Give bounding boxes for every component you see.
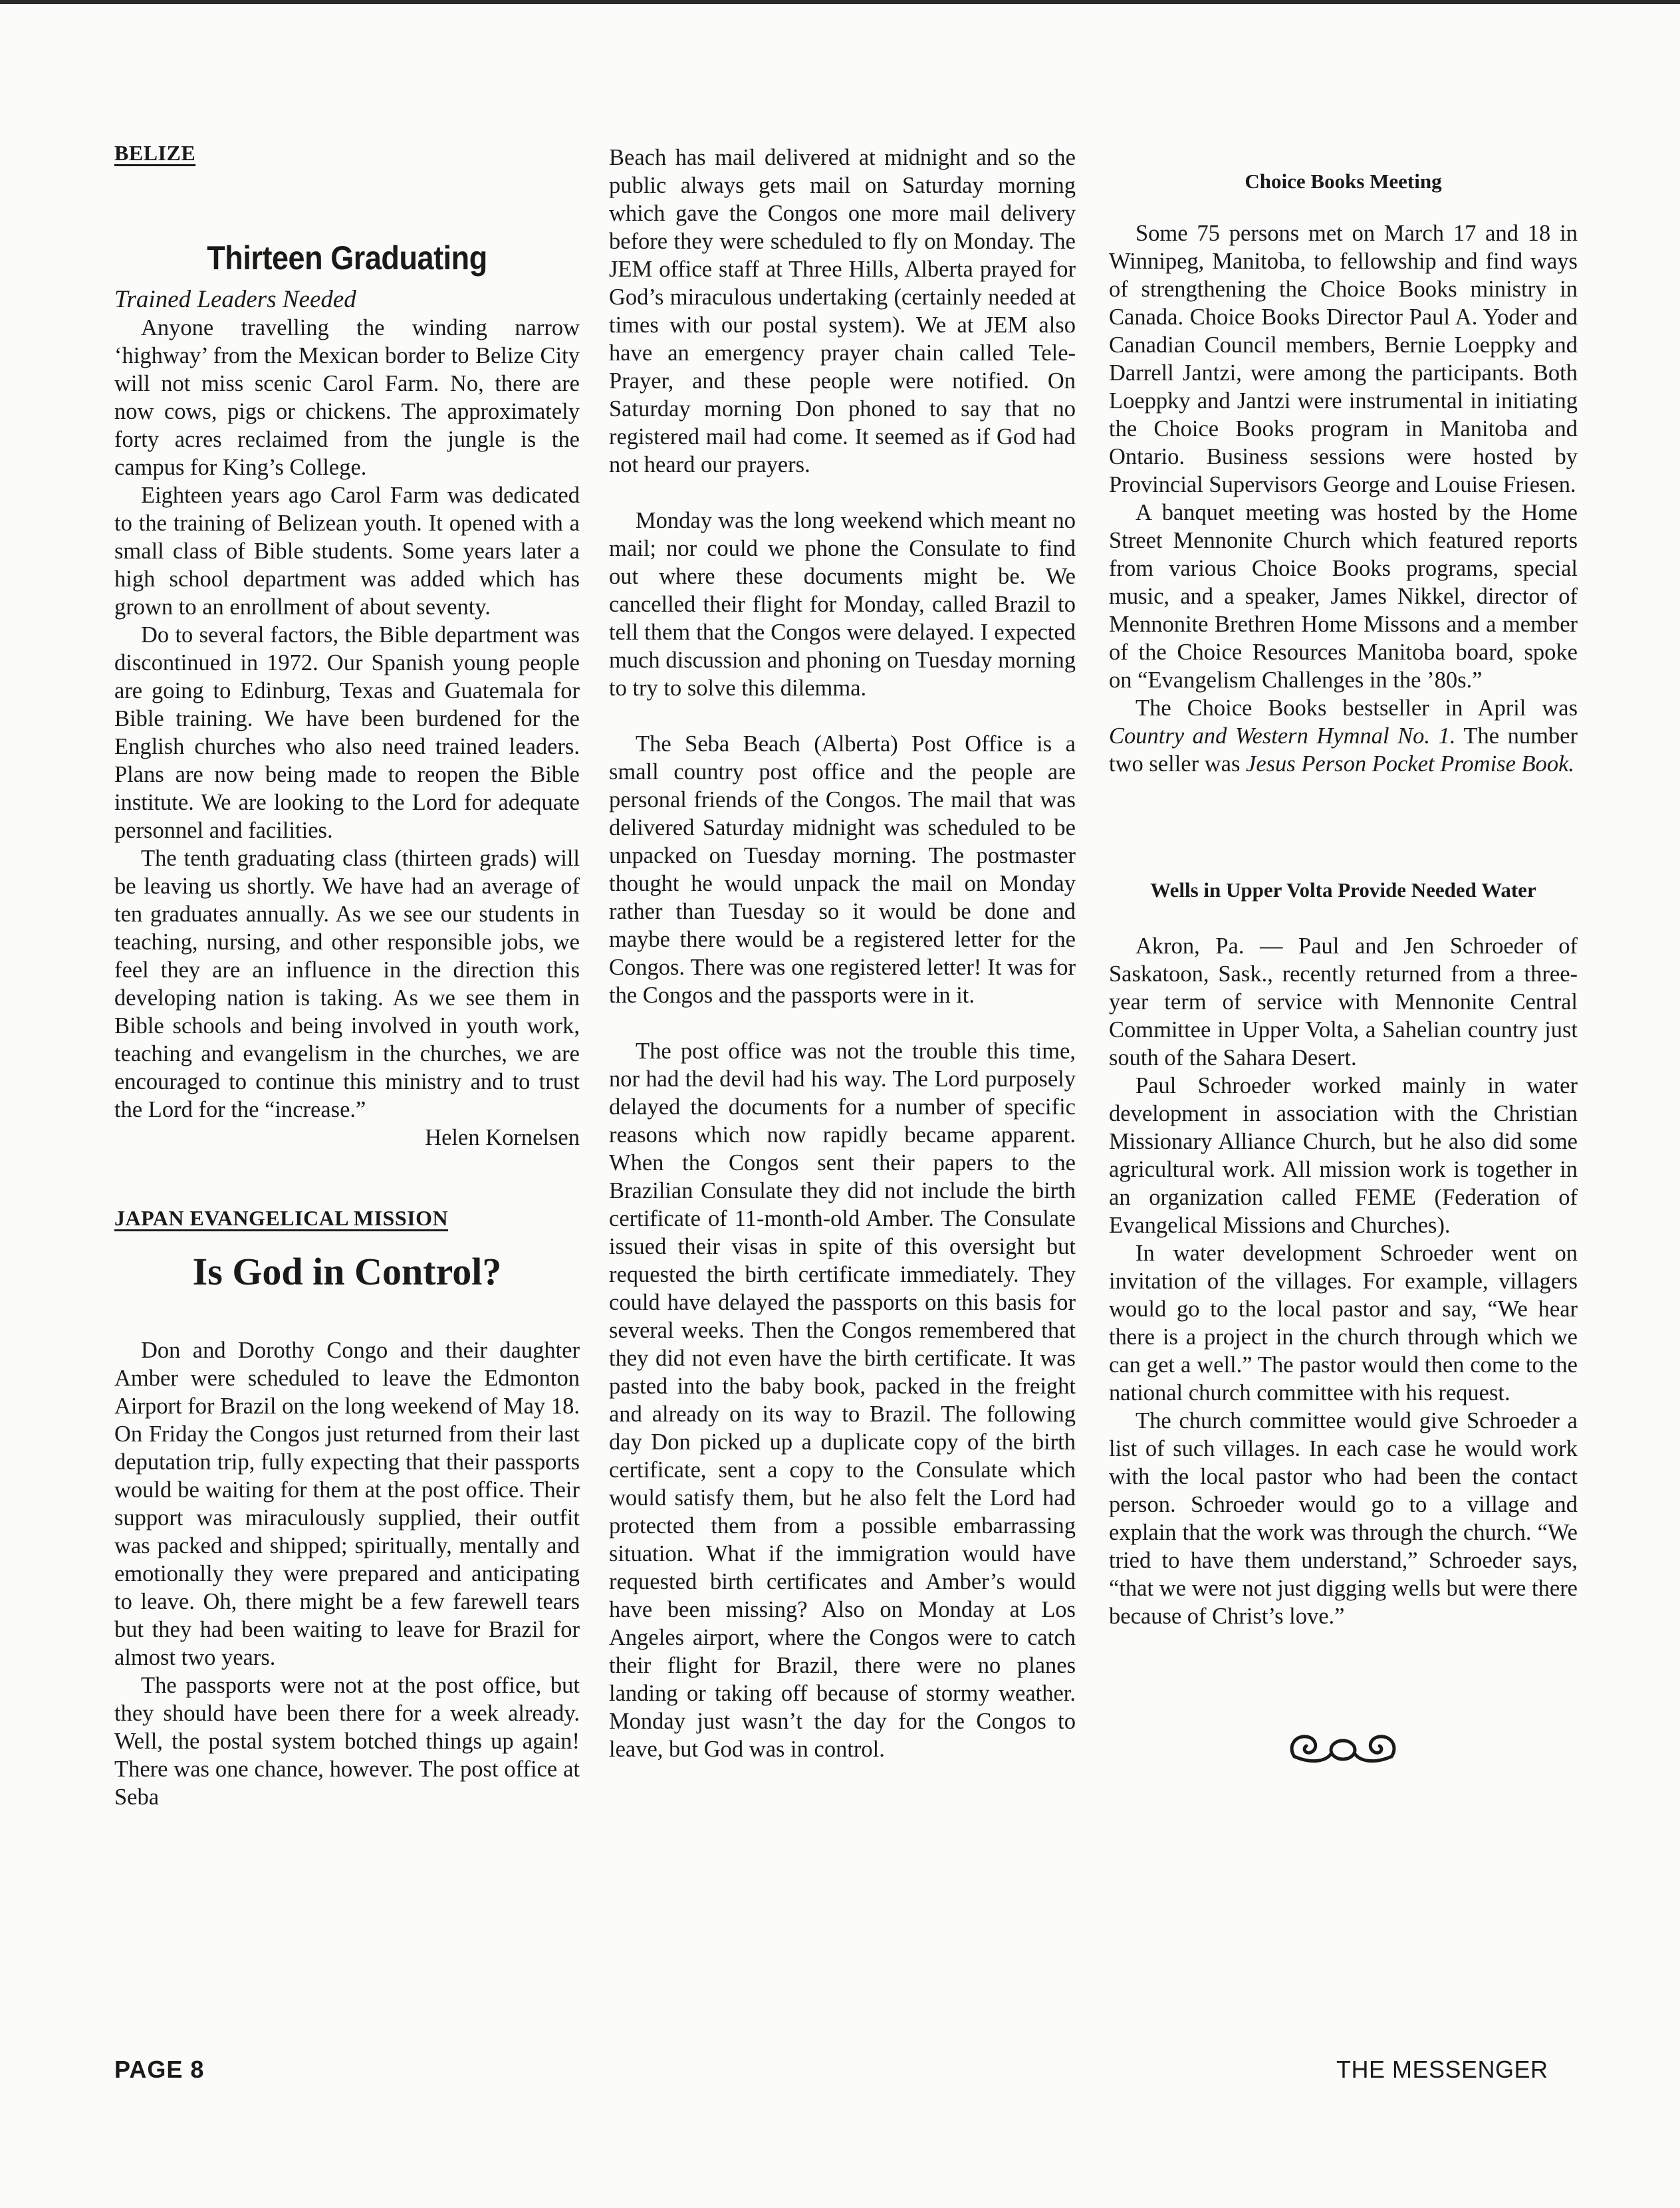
- book-title: Country and Western Hymnal No. 1.: [1109, 723, 1456, 749]
- paragraph: Paul Schroeder worked mainly in water development in association with the Christian Missionary Alliance Church, but he also did some agricultural work. All mission work is together in an organization called FEME (Federation of Evangelical Missions and Churches).: [1109, 1073, 1578, 1238]
- paragraph: The church committee would give Schroeder a list of such villages. In each case he would work with the local pastor who had been the contact person. Schroeder would go to a village and explain that the work was through the church. “We tried to have them understand,” Schroeder says, “that we were not just digging wells but were there because of Christ’s love.”: [1109, 1408, 1578, 1629]
- scan-edge: [0, 0, 1680, 4]
- paragraph: Don and Dorothy Congo and their daughter Amber were scheduled to leave the Edmonton Airport for Brazil on the long weekend of May 18. On Friday the Congos just returned from their last deputation trip, fully expecting that their passports would be waiting for them at the post office. Their support was miraculously supplied, their outfit was packed and shipped; spiritually, mentally and emotionally they were prepared and anticipating to leave. Oh, there might be a few farewell tears but they had been waiting to leave for Brazil for almost two years.: [114, 1338, 580, 1670]
- headline-is-god-in-control: Is God in Control?: [192, 1250, 502, 1293]
- paragraph: The post office was not the trouble this time, nor had the devil had his way. The Lord purposely delayed the documents for a number of specific reasons which now rapidly became apparent. When the Congos sent their papers to the Brazilian Consulate they did not include the birth certificate of 11-month-old Amber. The Consulate issued their visas in spite of this oversight but requested the birth certificate immediately. They could have delayed the passports on this basis for several weeks. Then the Congos remembered that they did not even have the birth certificate. It was pasted into the baby book, packed in the freight and already on its way to Brazil. The following day Don picked up a duplicate copy of the birth certificate, sent a copy to the Consulate which would satisfy them, but he also felt the Lord had protected them from a possible embarrassing situation. What if the immigration would have requested birth certificates and Amber’s would have been missing? Also on Monday at Los Angeles airport, where the Congos were to catch their flight for Brazil, there were no planes landing or taking off because of stormy weather. Monday just wasn’t the day for the Congos to leave, but God was in control.: [609, 1039, 1076, 1762]
- paragraph: Eighteen years ago Carol Farm was dedicated to the training of Belizean youth. It opened with a small class of Bible students. Some years later a high school department was added which has grown to an enrollment of about seventy.: [114, 483, 580, 620]
- subheadline-trained-leaders: Trained Leaders Needed: [114, 286, 356, 313]
- paragraph: Monday was the long weekend which meant no mail; nor could we phone the Consulate to find out where these documents might be. We cancelled their flight for Monday, called Brazil to tell them that the Congos were delayed. I expected much discussion and phoning on Tuesday morning to try to solve this dilemma.: [609, 508, 1076, 701]
- paragraph: The Seba Beach (Alberta) Post Office is a small country post office and the people are personal friends of the Congos. The mail that was delivered Saturday midnight was scheduled to be unpacked on Tuesday morning. The postmaster thought he would unpack the mail on Monday rather than Tuesday so it would be done and maybe there would be a registered letter for the Congos. There was one registered letter! It was for the Congos and the passports were in it.: [609, 731, 1076, 1008]
- paragraph: The passports were not at the post office, but they should have been there for a week already. Well, the postal system botched things up again! There was one chance, however. The post office at Seba: [114, 1673, 580, 1810]
- column-3: [1109, 169, 1578, 1630]
- paragraph: Akron, Pa. — Paul and Jen Schroeder of Saskatoon, Sask., recently returned from a three-year term of service with Mennonite Central Committee in Upper Volta, a Sahelian country just south of the Sahara Desert.: [1109, 933, 1578, 1070]
- paragraph: Anyone travelling the winding narrow ‘highway’ from the Mexican border to Belize City will not miss scenic Carol Farm. No, there are now cows, pigs or chickens. The approximately forty acres reclaimed from the jungle is the campus for King’s College.: [114, 315, 580, 480]
- headline-wells-upper-volta: Wells in Upper Volta Provide Needed Water: [1150, 878, 1536, 902]
- text-run: The number two seller was: [1109, 723, 1578, 777]
- text-run: The Choice Books bestseller in April was: [1136, 695, 1578, 721]
- section-label-japan-evangelical-mission: JAPAN EVANGELICAL MISSION: [114, 1206, 449, 1230]
- column-1: [114, 133, 580, 1811]
- section-label-belize: BELIZE: [114, 141, 196, 165]
- paragraph-bestseller: [1109, 694, 1578, 778]
- headline-choice-books-meeting: Choice Books Meeting: [1245, 170, 1442, 193]
- paragraph: A banquet meeting was hosted by the Home Street Mennonite Church which featured reports from various Choice Books programs, special music, and a speaker, James Nikkel, director of Mennonite Brethren Home Missons and a member of the Choice Resources Manitoba board, spoke on “Evangelism Challenges in the ’80s.”: [1109, 500, 1578, 693]
- paragraph: Beach has mail delivered at midnight and so the public always gets mail on Saturday morning which gave the Congos one more mail delivery before they were scheduled to fly on Monday. The JEM office staff at Three Hills, Alberta prayed for God’s miraculous undertaking (certainly needed at times with our postal system). We at JEM also have an emergency prayer chain called Tele-Prayer, and these people were notified. On Saturday morning Don phoned to say that no registered mail had come. It seemed as if God had not heard our prayers.: [609, 145, 1076, 477]
- publication-name: THE MESSENGER: [1336, 2056, 1548, 2083]
- page-number: PAGE 8: [114, 2056, 205, 2083]
- paragraph: Some 75 persons met on March 17 and 18 in Winnipeg, Manitoba, to fellowship and find ways of strengthening the Choice Books ministry in Canada. Choice Books Director Paul A. Yoder and Canadian Council members, Bernie Loeppky and Darrell Jantzi, were among the participants. Both Loeppky and Jantzi were instrumental in initiating the Choice Books program in Manitoba and Ontario. Business sessions were hosted by Provincial Supervisors George and Louise Friesen.: [1109, 221, 1578, 497]
- ornament-flourish-icon: [1286, 1727, 1399, 1767]
- author-signature: Helen Kornelsen: [425, 1125, 580, 1150]
- column-2: [609, 144, 1076, 1763]
- paragraph: The tenth graduating class (thirteen grads) will be leaving us shortly. We have had an average of ten graduates annually. As we see our students in teaching, nursing, and other responsible jobs, we feel they are an influence in the direction this developing nation is taking. As we see them in Bible schools and being involved in youth work, teaching and evangelism in the churches, we are encouraged to continue this ministry and to trust the Lord for the “increase.”: [114, 846, 580, 1122]
- paragraph: In water development Schroeder went on invitation of the villages. For example, villagers would go to the local pastor and say, “We hear there is a project in the church through which we can get a well.” The pastor would then come to the national church committee with his request.: [1109, 1241, 1578, 1406]
- book-title: Jesus Person Pocket Promise Book.: [1246, 751, 1575, 777]
- paragraph: Do to several factors, the Bible department was discontinued in 1972. Our Spanish young people are going to Edinburg, Texas and Guatemala for Bible training. We have been burdened for the English churches who also need trained leaders. Plans are now being made to reopen the Bible institute. We are looking to the Lord for adequate personnel and facilities.: [114, 622, 580, 843]
- headline-thirteen-graduating: Thirteen Graduating: [207, 239, 487, 277]
